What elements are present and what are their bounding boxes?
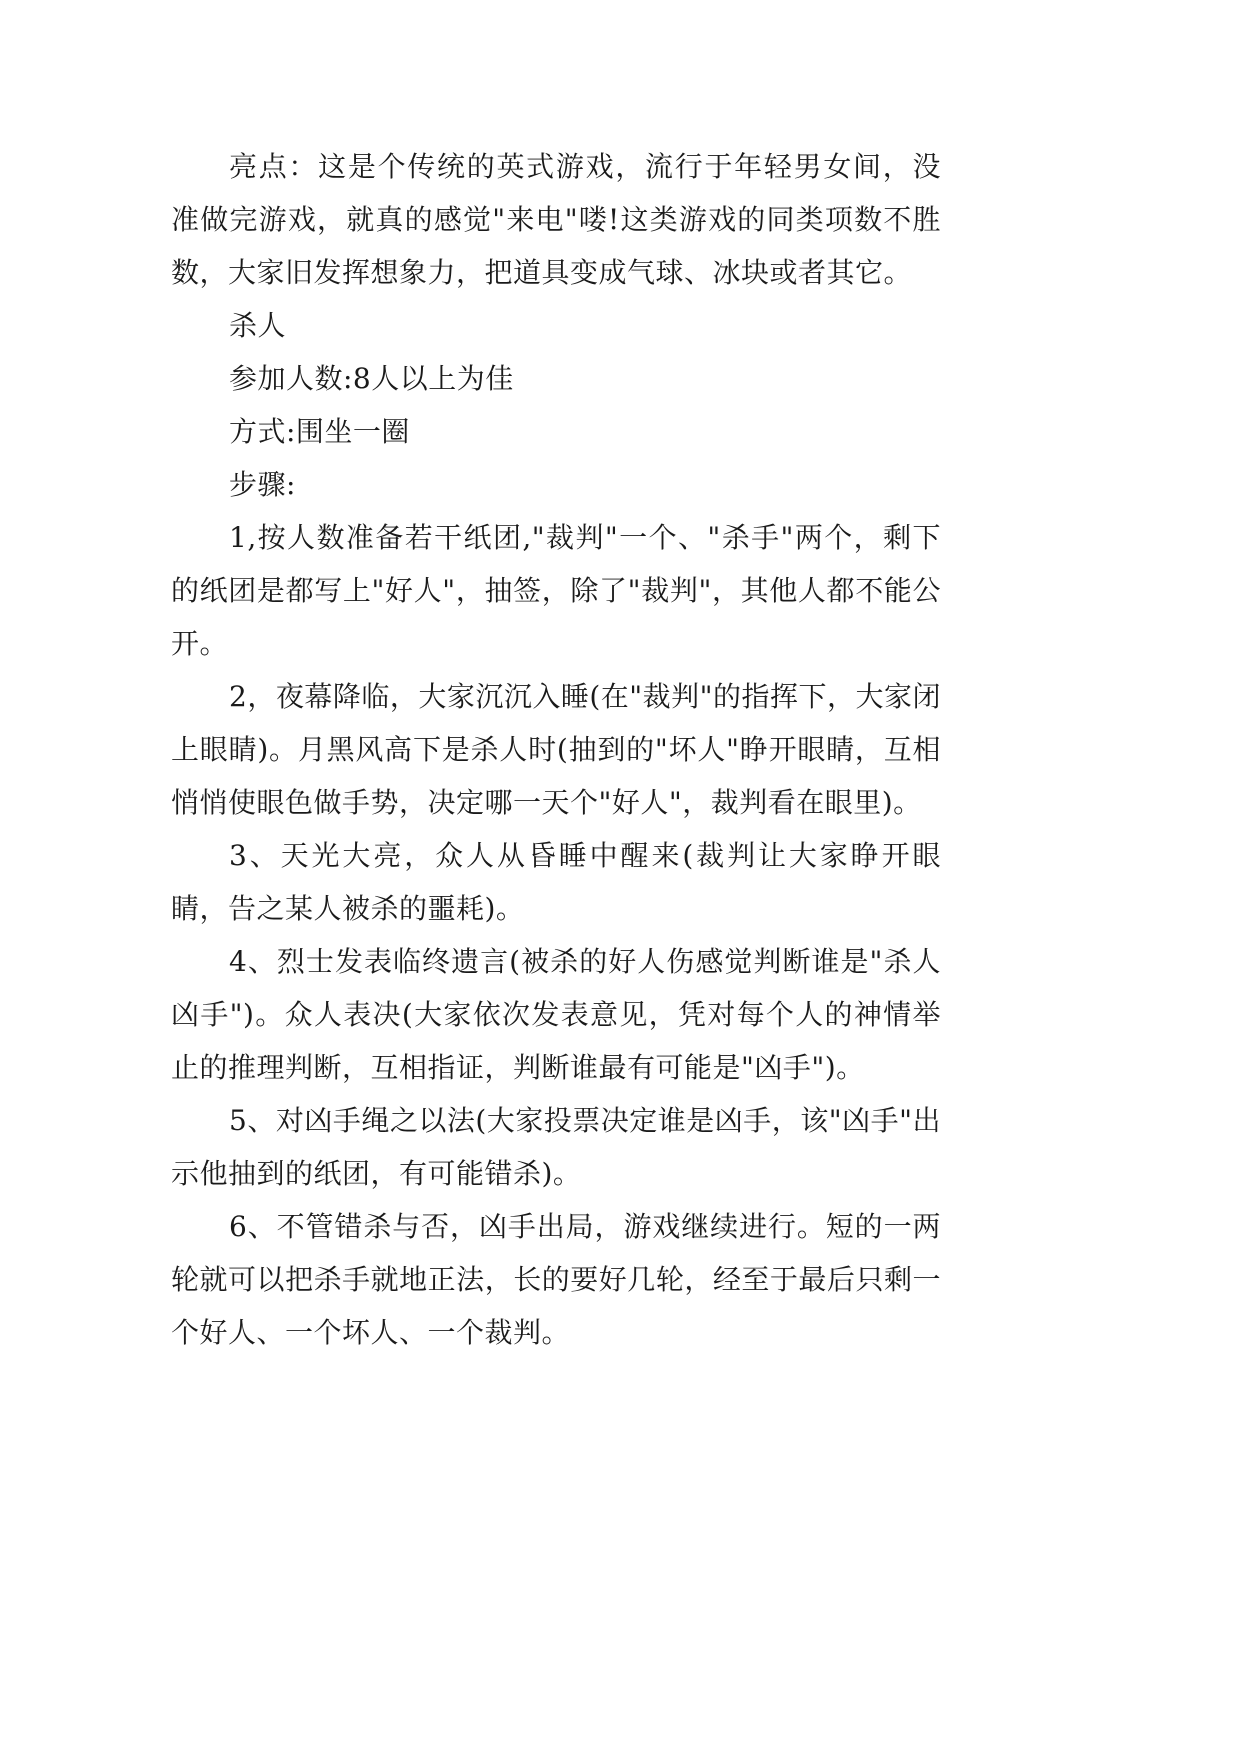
paragraph-step-2: 2，夜幕降临，大家沉沉入睡(在"裁判"的指挥下，大家闭上眼睛)。月黑风高下是杀人时(抽到的"坏人"睁开眼睛，互相悄悄使眼色做手势，决定哪一天个"好人"，裁判看在眼里)。 [171, 680, 941, 819]
paragraph-step-5: 5、对凶手绳之以法(大家投票决定谁是凶手，该"凶手"出示他抽到的纸团，有可能错杀)。 [171, 1104, 941, 1190]
paragraph-players: 参加人数:8人以上为佳 [229, 362, 514, 395]
paragraph-step-4: 4、烈士发表临终遗言(被杀的好人伤感觉判断谁是"杀人凶手")。众人表决(大家依次发表意见，凭对每个人的神情举止的推理判断，互相指证，判断谁最有可能是"凶手")。 [171, 945, 941, 1084]
document-body [171, 140, 941, 1359]
paragraph-steps-label: 步骤: [229, 468, 296, 501]
paragraph-highlight: 亮点：这是个传统的英式游戏，流行于年轻男女间，没准做完游戏，就真的感觉"来电"喽!这类游戏的同类项数不胜数，大家旧发挥想象力，把道具变成气球、冰块或者其它。 [171, 150, 941, 289]
paragraph-step-3: 3、天光大亮，众人从昏睡中醒来(裁判让大家睁开眼睛，告之某人被杀的噩耗)。 [171, 839, 941, 925]
section-heading: 杀人 [229, 309, 287, 342]
paragraph-format: 方式:围坐一圈 [229, 415, 410, 448]
paragraph-step-1: 1,按人数准备若干纸团,"裁判"一个、"杀手"两个，剩下的纸团是都写上"好人"，抽签，除了"裁判"，其他人都不能公开。 [171, 521, 941, 660]
paragraph-step-6: 6、不管错杀与否，凶手出局，游戏继续进行。短的一两轮就可以把杀手就地正法，长的要好几轮，经至于最后只剩一个好人、一个坏人、一个裁判。 [171, 1210, 941, 1349]
